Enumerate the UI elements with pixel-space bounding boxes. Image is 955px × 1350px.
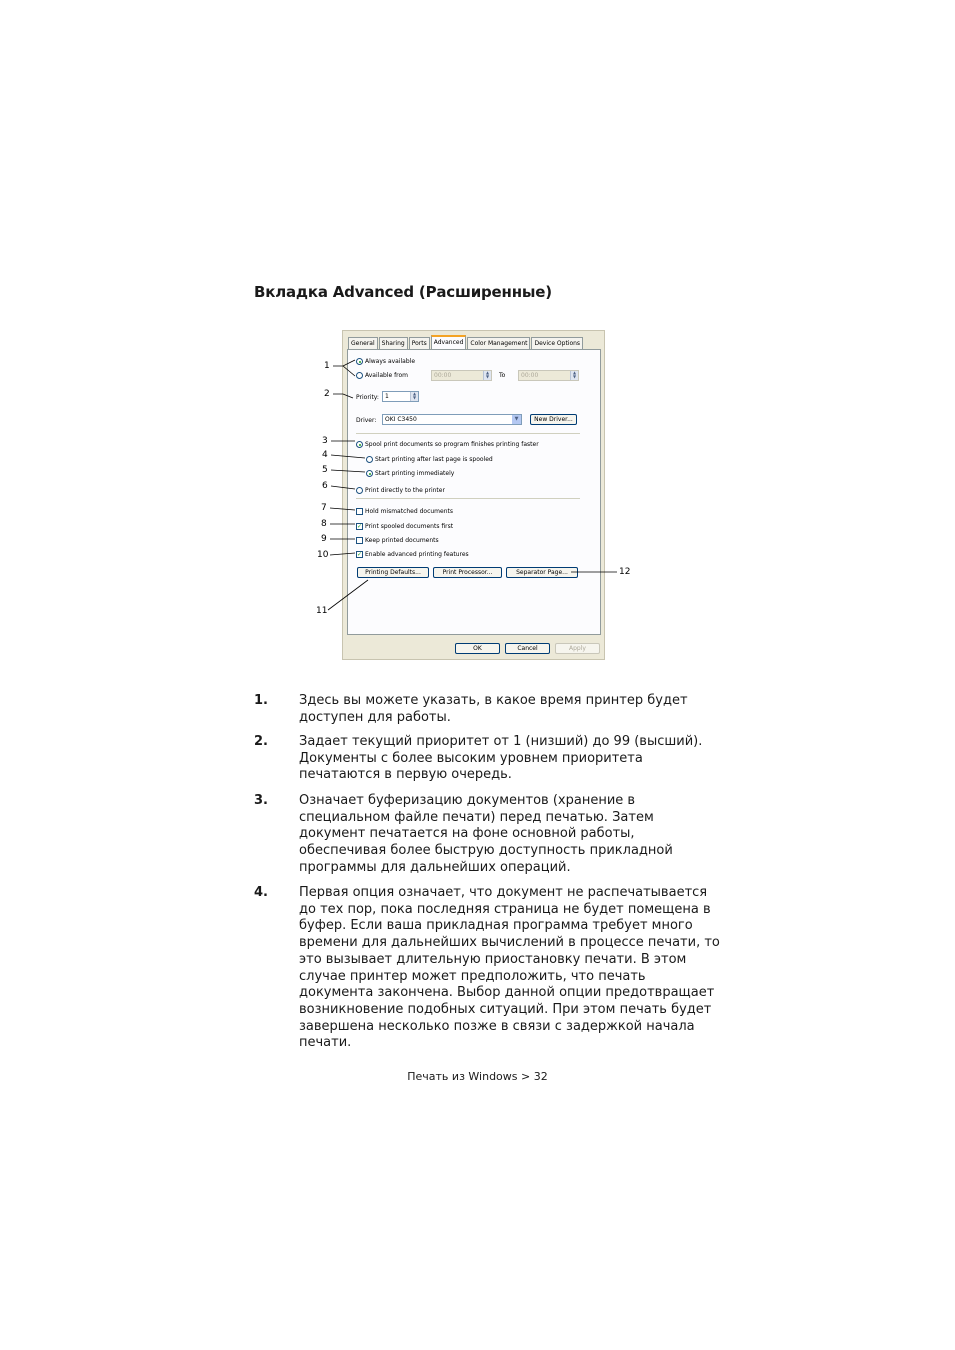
spool-radio[interactable] (356, 441, 363, 448)
hold-mismatched-label: Hold mismatched documents (365, 508, 453, 515)
divider (356, 433, 580, 434)
to-time-spinner[interactable]: ▲ ▼ (570, 371, 578, 380)
callout-2: 2 (324, 389, 330, 399)
tab-general[interactable]: General (348, 337, 378, 349)
callout-5: 5 (322, 465, 328, 475)
keep-printed-label: Keep printed documents (365, 537, 439, 544)
print-directly-radio[interactable] (356, 487, 363, 494)
printer-properties-dialog (343, 331, 604, 659)
enable-advanced-label: Enable advanced printing features (365, 551, 469, 558)
always-available-option[interactable] (356, 358, 415, 365)
driver-label: Driver: (356, 417, 377, 424)
item-number: 1. (254, 693, 268, 708)
callout-3: 3 (322, 436, 328, 446)
start-immediately-option[interactable] (366, 470, 454, 477)
priority-label: Priority: (356, 394, 379, 401)
start-after-last-label: Start printing after last page is spooled (375, 456, 493, 463)
dialog-screenshot (342, 330, 605, 660)
hold-mismatched-checkbox[interactable] (356, 508, 363, 515)
keep-printed-option[interactable] (356, 537, 439, 544)
tab-strip (348, 337, 584, 349)
spool-option[interactable] (356, 441, 539, 448)
section-heading: Вкладка Advanced (Расширенные) (254, 283, 552, 301)
always-available-radio[interactable] (356, 358, 363, 365)
tab-ports[interactable]: Ports (409, 337, 430, 349)
tab-device-options[interactable]: Device Options (531, 337, 583, 349)
callout-11: 11 (316, 606, 328, 616)
chevron-down-icon[interactable]: ▼ (512, 415, 521, 424)
apply-button[interactable]: Apply (555, 643, 600, 654)
driver-select[interactable] (382, 414, 522, 425)
callout-1: 1 (324, 361, 330, 371)
tab-color-management[interactable]: Color Management (467, 337, 530, 349)
separator-page-button[interactable]: Separator Page... (506, 567, 578, 578)
item-text: Задает текущий приоритет от 1 (низший) до 99 (высший). Документы с более высоким уровнем приоритета печатаются в первую очередь. (299, 734, 703, 783)
start-after-last-option[interactable] (366, 456, 493, 463)
item-text: Означает буферизацию документов (хранение в специальном файле печати) перед печатью. Затем документ печатается на фоне основной работы, обеспечивая более быструю доступность прикладной программы для дальнейших операций. (299, 793, 673, 875)
always-available-label: Always available (365, 358, 416, 365)
start-immediately-radio[interactable] (366, 470, 373, 477)
from-time-field[interactable] (431, 370, 492, 381)
available-from-option[interactable] (356, 372, 408, 379)
printing-defaults-button[interactable]: Printing Defaults... (357, 567, 429, 578)
callout-10: 10 (317, 550, 329, 560)
item-number: 3. (254, 793, 268, 808)
from-time-spinner[interactable]: ▲ ▼ (483, 371, 491, 380)
hold-mismatched-option[interactable] (356, 508, 453, 515)
available-from-radio[interactable] (356, 372, 363, 379)
keep-printed-checkbox[interactable] (356, 537, 363, 544)
spool-label: Spool print documents so program finishes printing faster (365, 441, 539, 448)
priority-field[interactable] (382, 391, 419, 402)
print-processor-button[interactable]: Print Processor... (433, 567, 502, 578)
enable-advanced-checkbox[interactable]: ✓ (357, 551, 363, 558)
print-spooled-first-option[interactable] (356, 523, 453, 530)
callout-6: 6 (322, 481, 328, 491)
page-footer: Печать из Windows > 32 (407, 1070, 548, 1083)
enable-advanced-option[interactable] (356, 551, 469, 558)
item-text: Здесь вы можете указать, в какое время принтер будет доступен для работы. (299, 693, 688, 725)
advanced-panel (347, 349, 601, 635)
callout-9: 9 (321, 534, 327, 544)
tab-advanced[interactable]: Advanced (431, 335, 467, 350)
item-number: 4. (254, 885, 268, 900)
callout-7: 7 (321, 503, 327, 513)
driver-value: OKI C3450 (385, 416, 417, 423)
start-immediately-label: Start printing immediately (375, 470, 455, 477)
cancel-button[interactable]: Cancel (505, 643, 550, 654)
ok-button[interactable]: OK (455, 643, 500, 654)
item-text: Первая опция означает, что документ не распечатывается до тех пор, пока последняя страница не будет помещена в буфер. Если ваша прикладная программа требует много времени для дальнейших вычислений в процессе печати, то это вызывает длительную приостановку печати. В этом случае принтер может предположить, что печать документа закончена. Выбор данной опции предотвращает возникновение подобных ситуаций. При этом печать будет завершена несколько позже в связи с задержкой начала печати. (299, 885, 720, 1051)
item-number: 2. (254, 734, 268, 749)
callout-8: 8 (321, 519, 327, 529)
callout-12: 12 (619, 567, 631, 577)
to-time-value: 00:00 (521, 372, 539, 379)
print-spooled-first-label: Print spooled documents first (365, 523, 454, 530)
print-directly-option[interactable] (356, 487, 445, 494)
priority-spinner[interactable]: ▲ ▼ (410, 392, 418, 401)
from-time-value: 00:00 (434, 372, 452, 379)
start-after-last-radio[interactable] (366, 456, 373, 463)
print-directly-label: Print directly to the printer (365, 487, 445, 494)
tab-sharing[interactable]: Sharing (379, 337, 408, 349)
divider (356, 498, 580, 499)
to-label: To (499, 372, 506, 379)
available-from-label: Available from (365, 372, 409, 379)
new-driver-button[interactable]: New Driver... (530, 414, 577, 425)
priority-value: 1 (385, 393, 389, 400)
callout-4: 4 (322, 450, 328, 460)
print-spooled-first-checkbox[interactable]: ✓ (357, 523, 363, 530)
to-time-field[interactable] (518, 370, 579, 381)
